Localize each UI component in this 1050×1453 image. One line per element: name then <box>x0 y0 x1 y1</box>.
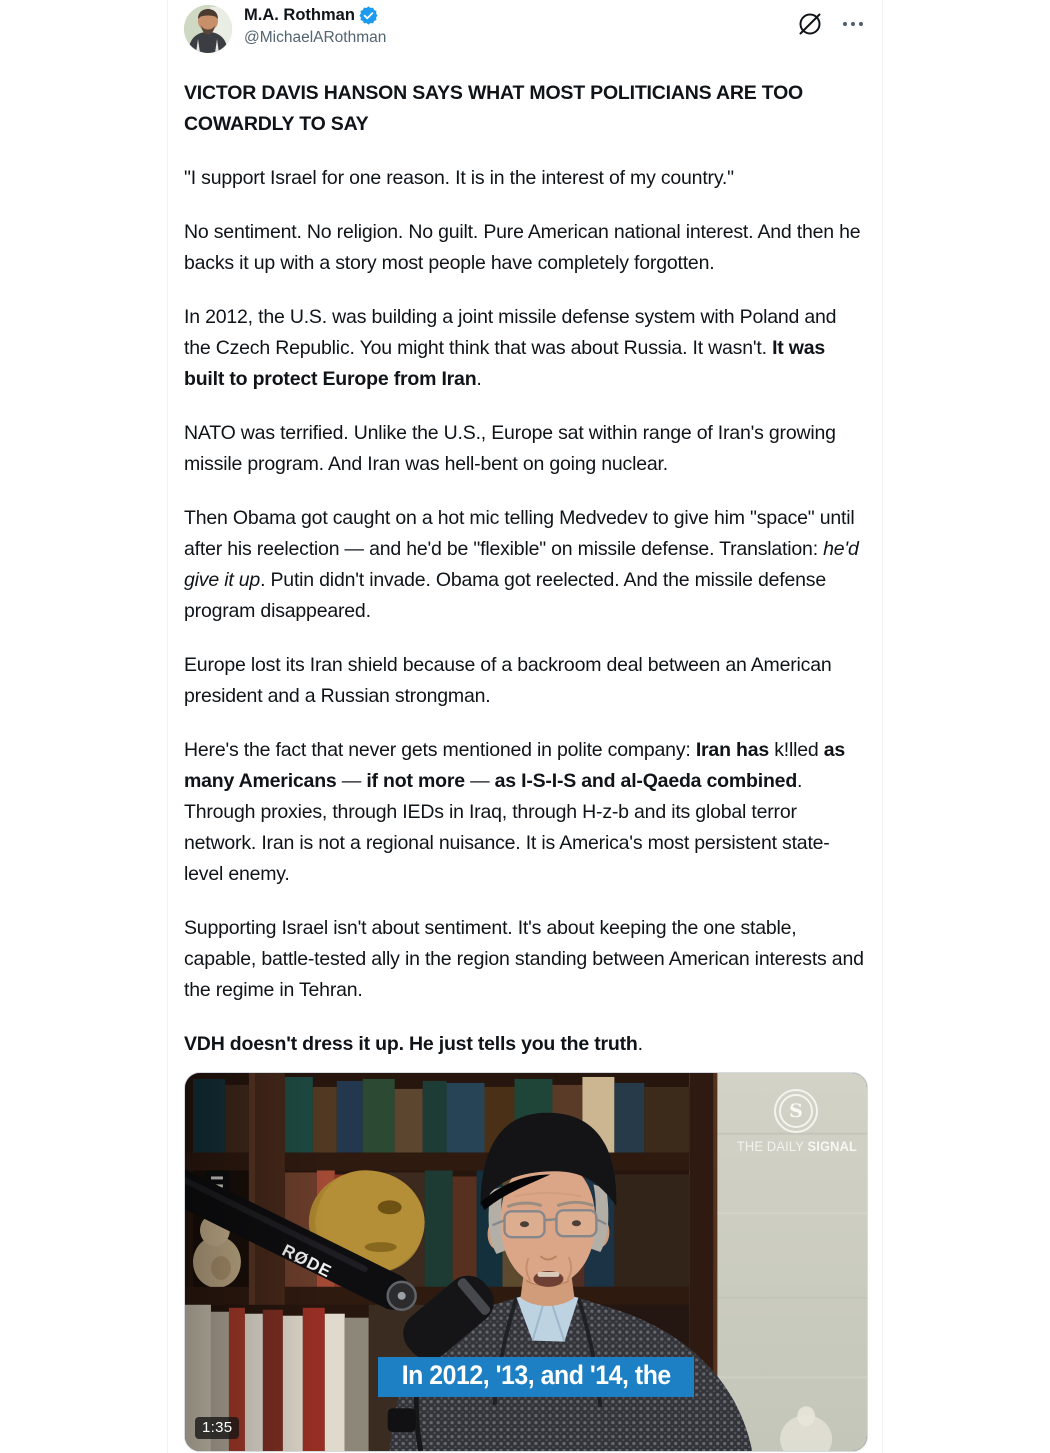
daily-signal-letter: S <box>789 1100 803 1122</box>
avatar-image <box>184 5 232 53</box>
post-text-segment: Supporting Israel isn't about sentiment. It's about keeping the one stable, capable, battle-tested ally in the region standing between American interests and the regime in Tehran. <box>184 917 864 1001</box>
display-name[interactable]: M.A. Rothman <box>244 6 355 24</box>
post-paragraph <box>184 302 866 395</box>
post-paragraph <box>184 78 866 140</box>
daily-signal-wordmark <box>729 1139 866 1154</box>
post-paragraph <box>184 913 866 1006</box>
post-text-segment: k!lled <box>769 739 824 761</box>
avatar[interactable] <box>184 5 232 53</box>
timeline-column <box>167 0 883 1453</box>
video-duration-badge: 1:35 <box>195 1417 239 1439</box>
video-player[interactable] <box>184 1072 868 1452</box>
post-text-segment: as I-S-I-S and al-Qaeda combined <box>494 770 798 792</box>
post-text-segment: . Through proxies, through IEDs in Iraq, through H-z-b and its global terror network. Iran is not a regional nuisance. It is America's most persistent state-level enemy. <box>184 770 830 885</box>
brand-bold: SIGNAL <box>807 1139 858 1154</box>
identity-block <box>244 5 794 48</box>
header-actions <box>794 5 866 40</box>
post-text-segment: No sentiment. No religion. No guilt. Pure American national interest. And then he backs it up with a story most people have completely forgotten. <box>184 221 861 274</box>
video-caption-text: In 2012, '13, and '14, the <box>401 1360 671 1390</box>
post-body <box>184 78 866 1060</box>
post-text-segment: Europe lost its Iran shield because of a backroom deal between an American president and a Russian strongman. <box>184 654 832 707</box>
post-text-segment: — <box>464 770 495 792</box>
daily-signal-logo-icon <box>774 1089 818 1133</box>
post-text-segment: he'd give it up <box>184 538 859 591</box>
post-text-segment: — <box>336 770 367 792</box>
post-paragraph <box>184 650 866 712</box>
name-row <box>244 5 794 26</box>
post-text-segment: Iran has <box>695 739 770 761</box>
post-text-segment: if not more <box>366 770 465 792</box>
post-text-segment: Then Obama got caught on a hot mic telling Medvedev to give him "space" until after his reelection — and he'd be "flexible" on missile defense. Translation: <box>184 507 855 560</box>
grok-slash-circle-icon <box>796 10 824 38</box>
post-text-segment: . Putin didn't invade. Obama got reelected. And the missile defense program disappeared. <box>184 569 826 622</box>
post-text-segment: NATO was terrified. Unlike the U.S., Europe sat within range of Iran's growing missile program. And Iran was hell-bent on going nuclear. <box>184 422 836 475</box>
ellipsis-icon <box>842 20 864 28</box>
post-paragraph <box>184 1029 866 1060</box>
video-caption <box>378 1357 694 1397</box>
post-paragraph <box>184 735 866 890</box>
handle[interactable]: @MichaelARothman <box>244 29 387 46</box>
post-text-segment: . <box>637 1033 643 1055</box>
post-text-segment: It was built to protect Europe from Iran <box>184 337 826 390</box>
post-text-segment: . <box>476 368 482 390</box>
post-text-segment: "I support Israel for one reason. It is in the interest of my country." <box>184 167 734 189</box>
post-paragraph <box>184 163 866 194</box>
grok-actions-button[interactable] <box>794 8 826 40</box>
tweet-header <box>184 5 866 53</box>
post-text-segment: as many Americans <box>184 739 846 792</box>
more-options-button[interactable] <box>840 18 866 30</box>
post-paragraph <box>184 217 866 279</box>
post-text-segment: Here's the fact that never gets mentioned in polite company: <box>184 739 696 761</box>
daily-signal-ring <box>779 1094 813 1128</box>
post-text-segment: In 2012, the U.S. was building a joint missile defense system with Poland and the Czech Republic. You might think that was about Russia. It wasn't. <box>184 306 837 359</box>
brand-light: THE DAILY <box>736 1139 804 1154</box>
post-paragraph <box>184 503 866 627</box>
verified-badge-icon <box>359 6 378 25</box>
post-paragraph <box>184 418 866 480</box>
post-text-segment: VDH doesn't dress it up. He just tells you the truth <box>184 1033 638 1055</box>
post-text-segment: VICTOR DAVIS HANSON SAYS WHAT MOST POLITICIANS ARE TOO COWARDLY TO SAY <box>184 82 804 135</box>
